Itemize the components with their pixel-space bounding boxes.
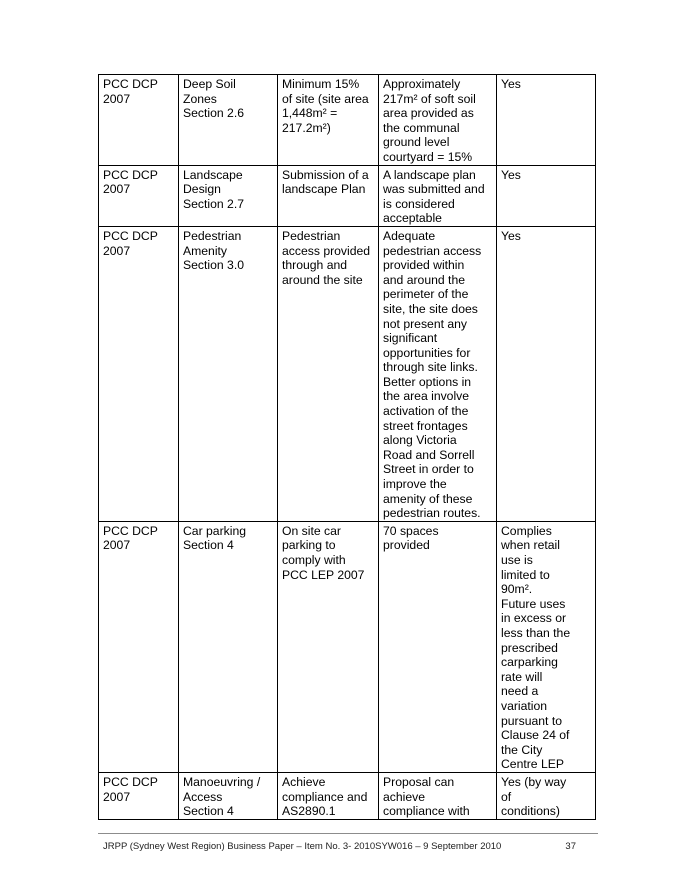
proposal-cell: 70 spaces provided (379, 521, 497, 772)
source-cell: PCC DCP 2007 (99, 772, 179, 819)
proposal-cell: Approximately 217m² of soft soil area provided as the communal ground level courtyard = 15% (379, 75, 497, 166)
control-cell: Manoeuvring / Access Section 4 (179, 772, 278, 819)
page-footer (103, 841, 576, 852)
source-cell: PCC DCP 2007 (99, 75, 179, 166)
page-number: 37 (565, 841, 576, 852)
requirement-cell: Minimum 15% of site (site area 1,448m² = 217.2m²) (278, 75, 379, 166)
control-cell: Car parking Section 4 (179, 521, 278, 772)
source-cell: PCC DCP 2007 (99, 226, 179, 521)
compliance-table (98, 74, 596, 820)
complies-cell: Yes (by way of conditions) (497, 772, 596, 819)
control-cell: Landscape Design Section 2.7 (179, 165, 278, 226)
control-cell: Deep Soil Zones Section 2.6 (179, 75, 278, 166)
complies-cell: Yes (497, 165, 596, 226)
complies-cell: Yes (497, 75, 596, 166)
source-cell: PCC DCP 2007 (99, 165, 179, 226)
complies-cell: Yes (497, 226, 596, 521)
footer-text: JRPP (Sydney West Region) Business Paper – Item No. 3- 2010SYW016 – 9 September 2010 (103, 841, 502, 852)
requirement-cell: On site car parking to comply with PCC LEP 2007 (278, 521, 379, 772)
proposal-cell: Proposal can achieve compliance with (379, 772, 497, 819)
requirement-cell: Pedestrian access provided through and around the site (278, 226, 379, 521)
table-row (99, 165, 596, 226)
table-row (99, 772, 596, 819)
proposal-cell: A landscape plan was submitted and is considered acceptable (379, 165, 497, 226)
proposal-cell: Adequate pedestrian access provided within and around the perimeter of the site, the site does not present any significant opportunities for through site links. Better options in the area involve activation of the street frontages along Victoria Road and Sorrell Street in order to improve the amenity of these pedestrian routes. (379, 226, 497, 521)
table-row (99, 226, 596, 521)
requirement-cell: Achieve compliance and AS2890.1 (278, 772, 379, 819)
source-cell: PCC DCP 2007 (99, 521, 179, 772)
requirement-cell: Submission of a landscape Plan (278, 165, 379, 226)
table-row (99, 75, 596, 166)
table-row (99, 521, 596, 772)
footer-divider (98, 833, 598, 834)
control-cell: Pedestrian Amenity Section 3.0 (179, 226, 278, 521)
complies-cell: Complies when retail use is limited to 90m². Future uses in excess or less than the prescribed carparking rate will need a variation pursuant to Clause 24 of the City Centre LEP (497, 521, 596, 772)
